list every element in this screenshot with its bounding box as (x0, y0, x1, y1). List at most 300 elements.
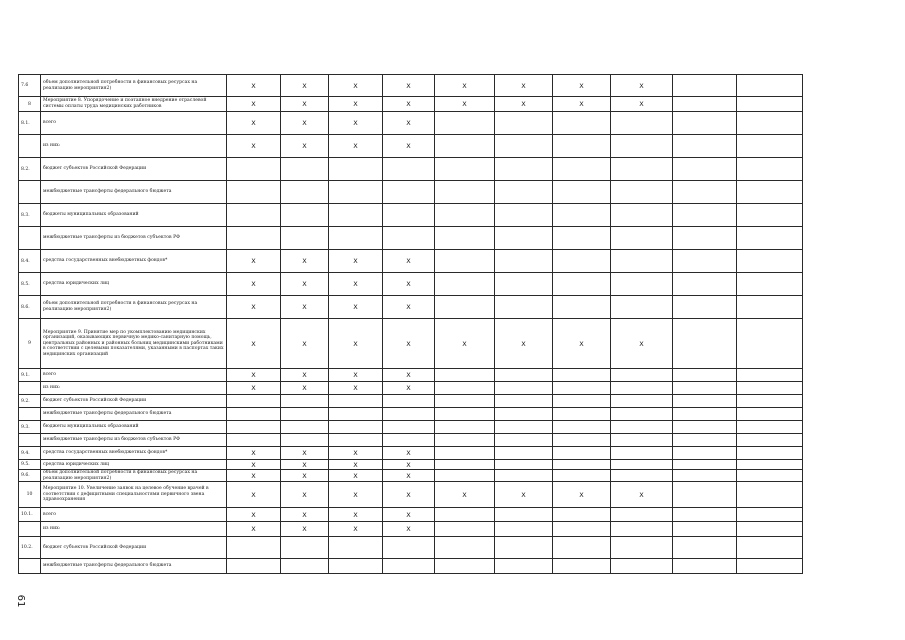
row-description: межбюджетные трансферты из бюджетов субъектов РФ (41, 434, 227, 447)
row-description: объем дополнительной потребности в финансовых ресурсах на реализацию мероприятия2) (41, 75, 227, 97)
row-number: 8 (19, 97, 41, 112)
value-cell: X (495, 482, 553, 508)
value-cell (435, 470, 495, 482)
value-cell (737, 434, 803, 447)
row-number: 9 (19, 319, 41, 369)
row-number: 10 (19, 482, 41, 508)
value-cell: X (495, 97, 553, 112)
value-cell (281, 408, 329, 421)
value-cell: X (383, 447, 435, 460)
row-number: 10.2. (19, 537, 41, 559)
value-cell (435, 537, 495, 559)
value-cell (495, 408, 553, 421)
value-cell (553, 135, 611, 158)
value-cell (329, 421, 383, 434)
row-description: из них: (41, 135, 227, 158)
row-number: 8.1. (19, 112, 41, 135)
value-cell: X (227, 470, 281, 482)
value-cell: X (383, 273, 435, 296)
value-cell (737, 75, 803, 97)
value-cell (611, 181, 673, 204)
table-row (19, 227, 803, 250)
value-cell (435, 204, 495, 227)
value-cell (673, 482, 737, 508)
value-cell (673, 470, 737, 482)
row-description: межбюджетные трансферты федерального бюджета (41, 181, 227, 204)
row-number: 9.5. (19, 460, 41, 470)
value-cell (495, 382, 553, 395)
value-cell (737, 112, 803, 135)
value-cell (553, 470, 611, 482)
value-cell (281, 181, 329, 204)
value-cell: X (281, 135, 329, 158)
value-cell (611, 508, 673, 522)
value-cell (281, 434, 329, 447)
value-cell (553, 395, 611, 408)
funding-table (18, 74, 803, 574)
value-cell (737, 460, 803, 470)
value-cell (495, 204, 553, 227)
value-cell: X (281, 296, 329, 319)
value-cell (737, 508, 803, 522)
value-cell (673, 250, 737, 273)
value-cell (227, 395, 281, 408)
row-description: межбюджетные трансферты из бюджетов субъектов РФ (41, 227, 227, 250)
value-cell (495, 250, 553, 273)
row-description: всего (41, 508, 227, 522)
value-cell (737, 382, 803, 395)
value-cell: X (329, 522, 383, 537)
value-cell (281, 559, 329, 574)
row-number: 9.1. (19, 369, 41, 382)
value-cell: X (227, 97, 281, 112)
table-row (19, 395, 803, 408)
value-cell (611, 296, 673, 319)
value-cell (435, 112, 495, 135)
table-row (19, 434, 803, 447)
value-cell (737, 408, 803, 421)
value-cell: X (329, 250, 383, 273)
value-cell: X (281, 382, 329, 395)
table-row (19, 319, 803, 369)
value-cell: X (227, 382, 281, 395)
value-cell (553, 273, 611, 296)
value-cell: X (329, 470, 383, 482)
value-cell (383, 434, 435, 447)
value-cell: X (383, 369, 435, 382)
value-cell (281, 395, 329, 408)
value-cell: X (329, 135, 383, 158)
table-row (19, 97, 803, 112)
value-cell (495, 537, 553, 559)
value-cell (737, 559, 803, 574)
value-cell: X (227, 250, 281, 273)
value-cell: X (611, 482, 673, 508)
value-cell (495, 273, 553, 296)
value-cell: X (435, 97, 495, 112)
value-cell (673, 382, 737, 395)
row-description: из них: (41, 382, 227, 395)
value-cell: X (281, 482, 329, 508)
value-cell (227, 559, 281, 574)
value-cell (737, 181, 803, 204)
value-cell: X (383, 135, 435, 158)
value-cell: X (553, 75, 611, 97)
value-cell (553, 369, 611, 382)
value-cell (611, 522, 673, 537)
value-cell (495, 395, 553, 408)
value-cell (737, 250, 803, 273)
value-cell (737, 319, 803, 369)
value-cell (737, 158, 803, 181)
value-cell (495, 369, 553, 382)
value-cell (673, 447, 737, 460)
value-cell: X (227, 447, 281, 460)
value-cell (227, 421, 281, 434)
value-cell (435, 559, 495, 574)
value-cell: X (281, 447, 329, 460)
row-number: 10.1. (19, 508, 41, 522)
row-description: межбюджетные трансферты федерального бюджета (41, 559, 227, 574)
value-cell: X (329, 319, 383, 369)
value-cell (435, 508, 495, 522)
row-number (19, 559, 41, 574)
row-number (19, 227, 41, 250)
value-cell (495, 158, 553, 181)
value-cell: X (329, 296, 383, 319)
value-cell (383, 204, 435, 227)
value-cell (673, 75, 737, 97)
value-cell: X (281, 508, 329, 522)
value-cell: X (435, 482, 495, 508)
value-cell (435, 273, 495, 296)
value-cell (227, 408, 281, 421)
page-number: 61 (15, 594, 26, 608)
value-cell (673, 369, 737, 382)
row-description: всего (41, 112, 227, 135)
value-cell (553, 158, 611, 181)
value-cell (737, 296, 803, 319)
value-cell: X (553, 97, 611, 112)
value-cell: X (383, 319, 435, 369)
value-cell (673, 395, 737, 408)
value-cell: X (227, 273, 281, 296)
row-number: 7.6 (19, 75, 41, 97)
value-cell: X (383, 482, 435, 508)
value-cell: X (383, 296, 435, 319)
value-cell (495, 227, 553, 250)
value-cell (553, 421, 611, 434)
value-cell (553, 296, 611, 319)
value-cell (611, 537, 673, 559)
value-cell (553, 460, 611, 470)
row-number (19, 522, 41, 537)
table-row (19, 250, 803, 273)
value-cell: X (227, 75, 281, 97)
row-description: Мероприятие 8. Упорядочение и поэтапное внедрение отраслевой системы оплаты труда медицинских работников (41, 97, 227, 112)
row-description: бюджет субъектов Российской Федерации (41, 395, 227, 408)
value-cell (553, 382, 611, 395)
value-cell: X (227, 482, 281, 508)
value-cell: X (281, 112, 329, 135)
value-cell: X (553, 319, 611, 369)
value-cell (673, 227, 737, 250)
table-row (19, 482, 803, 508)
value-cell (611, 227, 673, 250)
value-cell (611, 273, 673, 296)
value-cell (673, 181, 737, 204)
value-cell (553, 559, 611, 574)
value-cell (553, 227, 611, 250)
value-cell: X (281, 250, 329, 273)
value-cell (435, 395, 495, 408)
row-description: из них: (41, 522, 227, 537)
value-cell (329, 158, 383, 181)
value-cell: X (611, 75, 673, 97)
value-cell: X (227, 522, 281, 537)
value-cell (611, 447, 673, 460)
value-cell (435, 158, 495, 181)
value-cell (673, 135, 737, 158)
value-cell: X (383, 522, 435, 537)
value-cell: X (227, 112, 281, 135)
value-cell: X (281, 470, 329, 482)
value-cell: X (383, 382, 435, 395)
row-description: объем дополнительной потребности в финансовых ресурсах на реализацию мероприятия2) (41, 296, 227, 319)
value-cell (673, 158, 737, 181)
value-cell: X (435, 319, 495, 369)
value-cell (495, 296, 553, 319)
value-cell (737, 395, 803, 408)
value-cell (329, 204, 383, 227)
value-cell (383, 227, 435, 250)
value-cell: X (495, 319, 553, 369)
value-cell (553, 181, 611, 204)
value-cell: X (495, 75, 553, 97)
row-number (19, 382, 41, 395)
value-cell (673, 421, 737, 434)
row-number: 9.4. (19, 447, 41, 460)
value-cell: X (281, 319, 329, 369)
value-cell (611, 382, 673, 395)
table-row (19, 158, 803, 181)
value-cell (737, 421, 803, 434)
row-description: межбюджетные трансферты федерального бюджета (41, 408, 227, 421)
row-description: всего (41, 369, 227, 382)
row-description: средства юридических лиц (41, 273, 227, 296)
value-cell (611, 434, 673, 447)
value-cell (227, 204, 281, 227)
value-cell: X (281, 522, 329, 537)
value-cell: X (383, 97, 435, 112)
value-cell (495, 421, 553, 434)
value-cell (553, 408, 611, 421)
value-cell (673, 537, 737, 559)
value-cell: X (227, 296, 281, 319)
value-cell (611, 135, 673, 158)
value-cell: X (329, 112, 383, 135)
row-number: 8.5. (19, 273, 41, 296)
value-cell: X (227, 135, 281, 158)
table-row (19, 522, 803, 537)
value-cell (383, 421, 435, 434)
value-cell (611, 204, 673, 227)
table-row (19, 559, 803, 574)
value-cell: X (329, 460, 383, 470)
value-cell (611, 158, 673, 181)
row-number: 8.4. (19, 250, 41, 273)
table-row (19, 460, 803, 470)
row-description: бюджет субъектов Российской Федерации (41, 537, 227, 559)
value-cell: X (281, 273, 329, 296)
value-cell (737, 97, 803, 112)
value-cell (673, 559, 737, 574)
value-cell: X (329, 97, 383, 112)
value-cell (383, 537, 435, 559)
table-row (19, 447, 803, 460)
value-cell (673, 97, 737, 112)
row-number: 8.6. (19, 296, 41, 319)
value-cell (673, 408, 737, 421)
value-cell (281, 421, 329, 434)
value-cell (673, 204, 737, 227)
value-cell (553, 537, 611, 559)
table-row (19, 408, 803, 421)
value-cell: X (329, 273, 383, 296)
value-cell (737, 470, 803, 482)
row-number (19, 181, 41, 204)
value-cell: X (611, 319, 673, 369)
value-cell: X (611, 97, 673, 112)
value-cell: X (383, 112, 435, 135)
value-cell (329, 227, 383, 250)
value-cell (553, 447, 611, 460)
value-cell (281, 204, 329, 227)
value-cell (673, 319, 737, 369)
value-cell: X (281, 97, 329, 112)
row-description: средства юридических лиц (41, 460, 227, 470)
table-row (19, 204, 803, 227)
table-row (19, 421, 803, 434)
value-cell: X (227, 460, 281, 470)
value-cell (383, 395, 435, 408)
value-cell: X (383, 508, 435, 522)
value-cell: X (383, 460, 435, 470)
value-cell (435, 250, 495, 273)
row-description: бюджеты муниципальных образований (41, 204, 227, 227)
value-cell (611, 369, 673, 382)
value-cell (281, 537, 329, 559)
value-cell (611, 408, 673, 421)
value-cell (673, 522, 737, 537)
value-cell (611, 559, 673, 574)
value-cell (673, 112, 737, 135)
value-cell (281, 227, 329, 250)
value-cell: X (383, 470, 435, 482)
value-cell: X (329, 382, 383, 395)
value-cell (383, 559, 435, 574)
value-cell (495, 112, 553, 135)
value-cell (435, 382, 495, 395)
value-cell (553, 112, 611, 135)
row-description: объем дополнительной потребности в финансовых ресурсах на реализацию мероприятия2) (41, 470, 227, 482)
value-cell (227, 537, 281, 559)
table-row (19, 181, 803, 204)
value-cell (383, 181, 435, 204)
value-cell (553, 434, 611, 447)
row-description: средства государственных внебюджетных фондов* (41, 250, 227, 273)
value-cell: X (329, 508, 383, 522)
value-cell (435, 227, 495, 250)
value-cell (737, 135, 803, 158)
value-cell: X (281, 75, 329, 97)
value-cell: X (383, 250, 435, 273)
value-cell (737, 273, 803, 296)
row-description: средства государственных внебюджетных фондов* (41, 447, 227, 460)
value-cell (495, 522, 553, 537)
value-cell (435, 369, 495, 382)
value-cell (737, 482, 803, 508)
value-cell (329, 395, 383, 408)
row-number: 9.2. (19, 395, 41, 408)
table-row (19, 112, 803, 135)
value-cell: X (383, 75, 435, 97)
value-cell (673, 508, 737, 522)
value-cell (383, 408, 435, 421)
value-cell (495, 181, 553, 204)
value-cell (611, 421, 673, 434)
value-cell: X (227, 369, 281, 382)
value-cell (435, 181, 495, 204)
row-description: Мероприятие 9. Принятие мер по укомплектованию медицинских организаций, оказывающих первичную медико-санитарную помощь, центральных районных и районных больниц медицинскими работниками в соответствии с целевыми показателями, указанными в паспортах таких медицинских организаций (41, 319, 227, 369)
table-row (19, 470, 803, 482)
value-cell (227, 158, 281, 181)
value-cell (435, 296, 495, 319)
value-cell (611, 112, 673, 135)
value-cell: X (553, 482, 611, 508)
value-cell (329, 181, 383, 204)
table-row (19, 537, 803, 559)
value-cell (611, 470, 673, 482)
value-cell (737, 522, 803, 537)
value-cell: X (227, 319, 281, 369)
value-cell (737, 204, 803, 227)
value-cell (495, 135, 553, 158)
value-cell (495, 434, 553, 447)
value-cell (227, 181, 281, 204)
value-cell (227, 227, 281, 250)
value-cell (435, 135, 495, 158)
table-row (19, 296, 803, 319)
value-cell: X (329, 482, 383, 508)
value-cell (435, 434, 495, 447)
row-number: 8.2. (19, 158, 41, 181)
value-cell: X (435, 75, 495, 97)
row-description: Мероприятие 10. Увеличение заявок на целевое обучение врачей в соответствии с дефицитными специальностями первичного звена здравоохранения (41, 482, 227, 508)
value-cell (329, 408, 383, 421)
value-cell (737, 227, 803, 250)
value-cell: X (227, 508, 281, 522)
value-cell (495, 447, 553, 460)
value-cell (495, 508, 553, 522)
value-cell (673, 296, 737, 319)
value-cell (329, 559, 383, 574)
table-body (19, 75, 803, 574)
value-cell (673, 273, 737, 296)
value-cell (611, 460, 673, 470)
row-description: бюджеты муниципальных образований (41, 421, 227, 434)
table-row (19, 382, 803, 395)
